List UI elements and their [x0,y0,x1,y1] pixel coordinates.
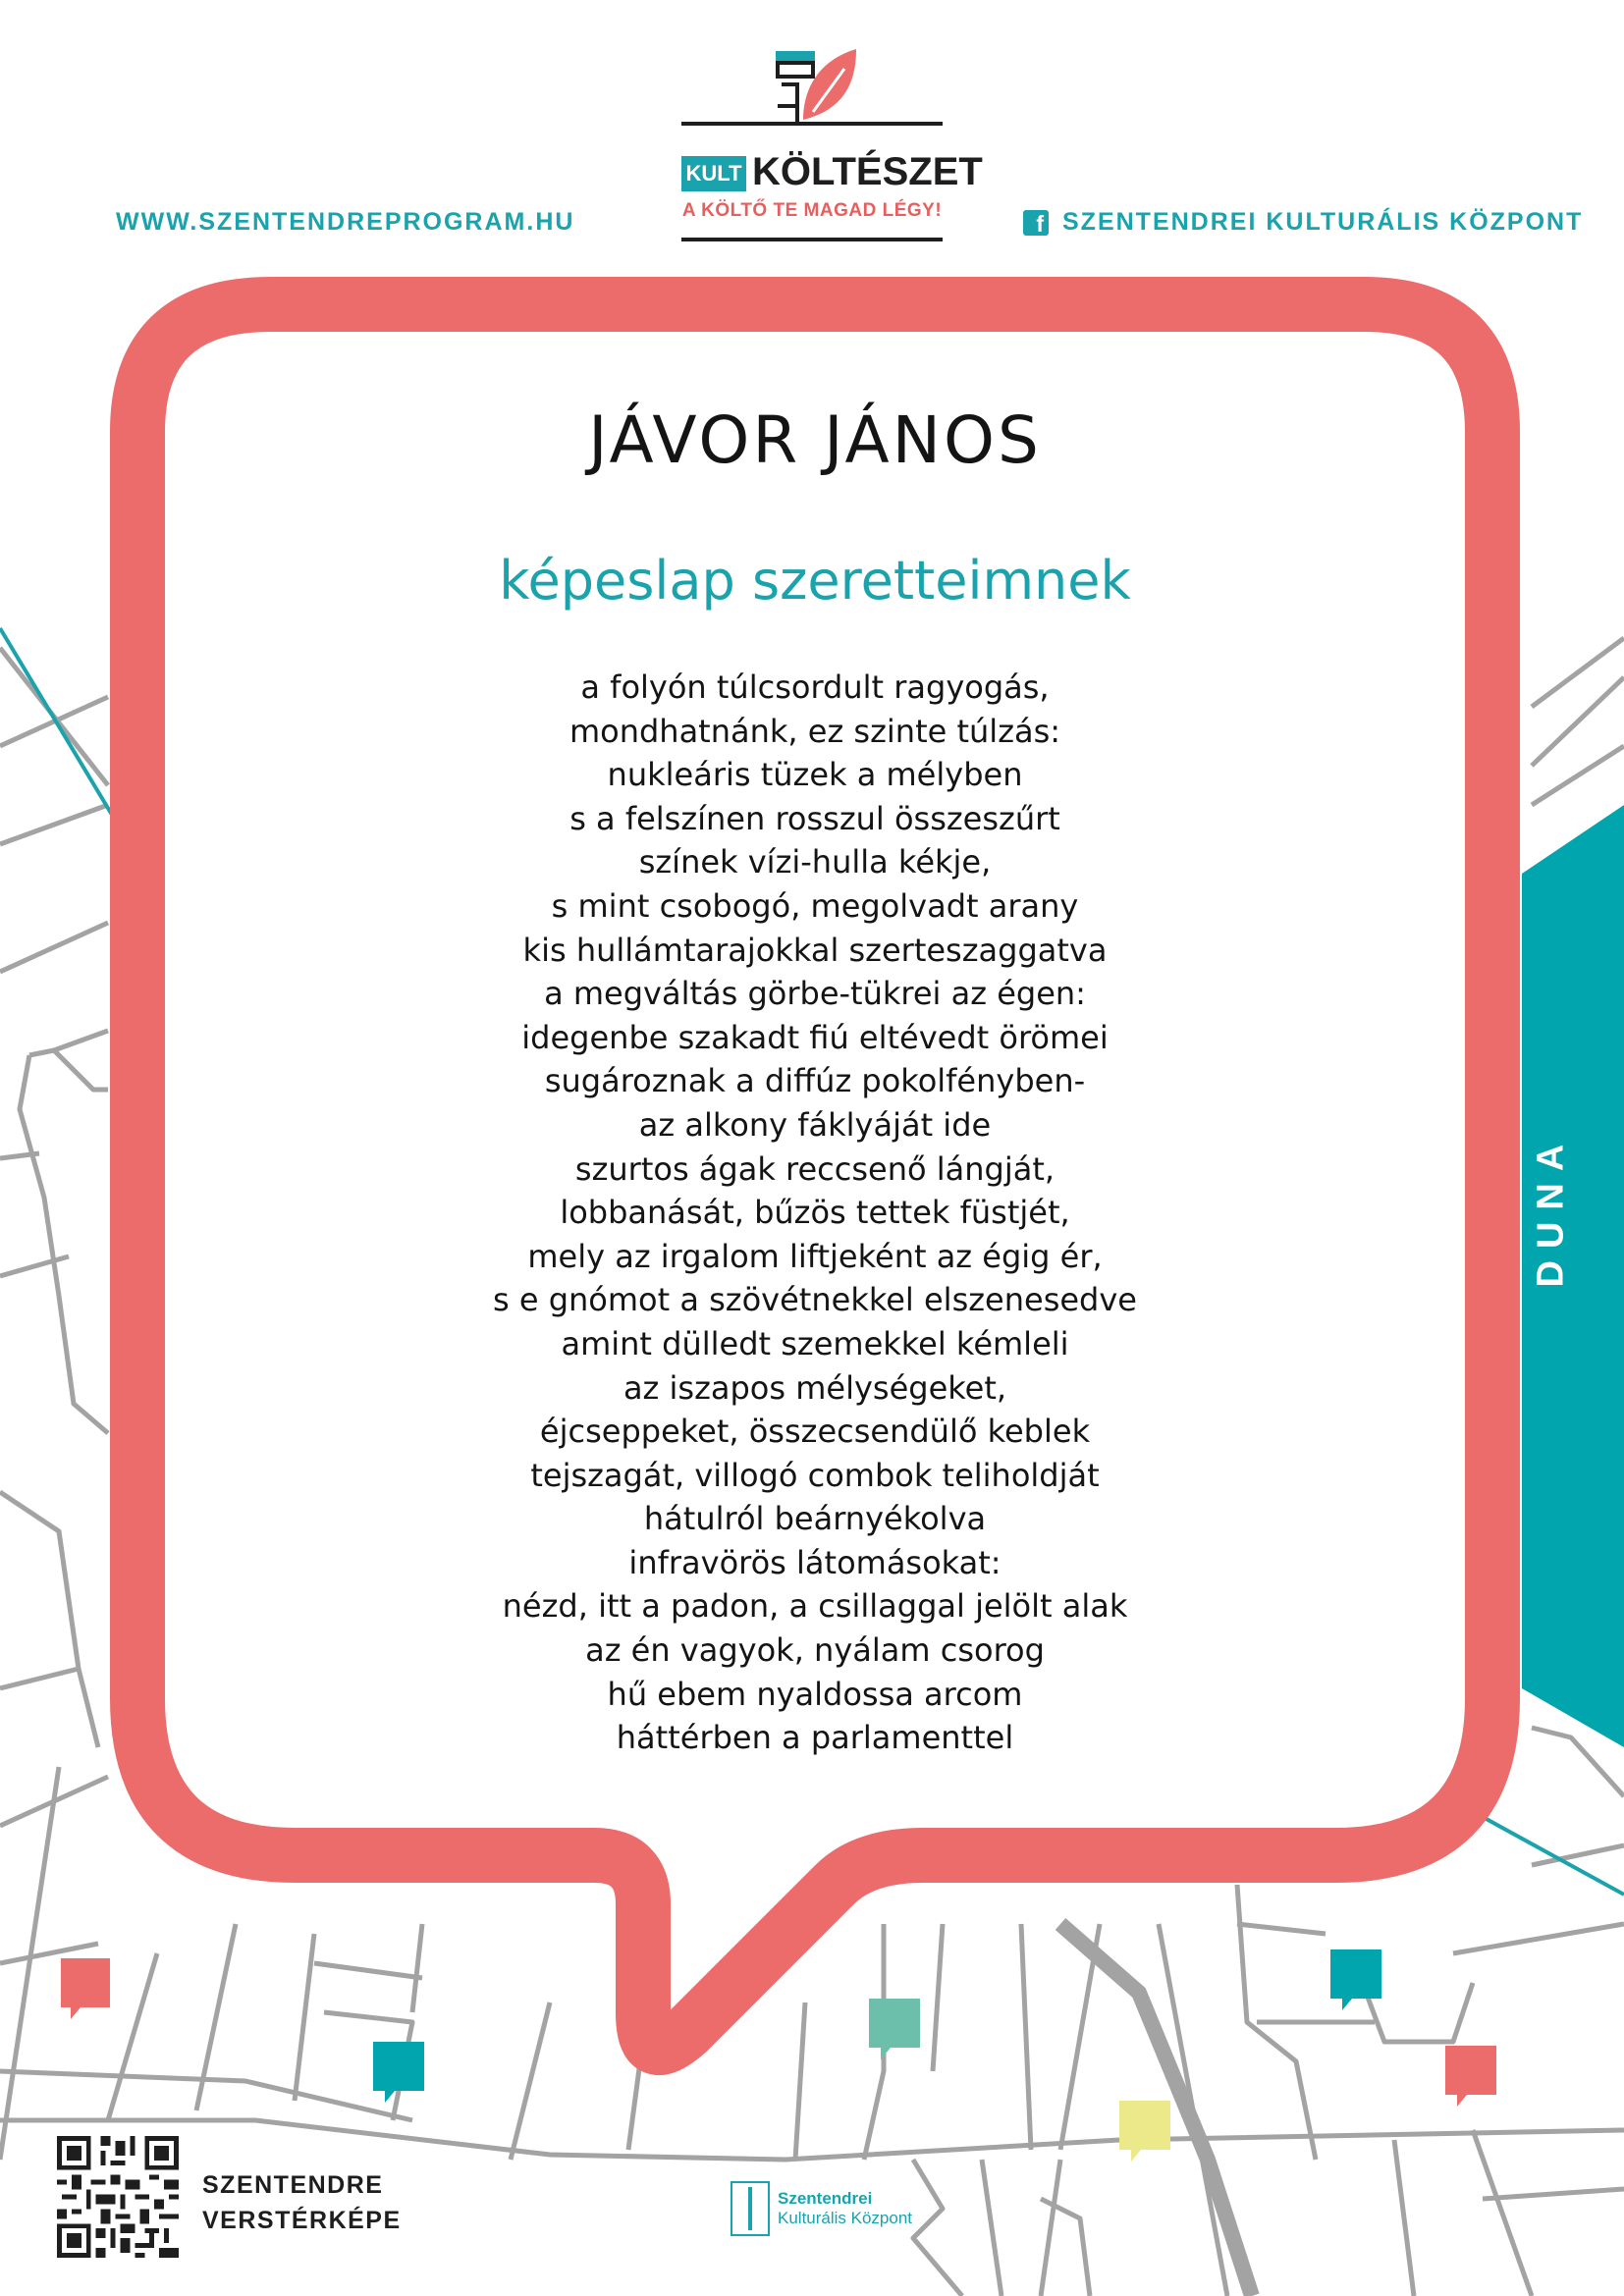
poem-line: a megváltás görbe-tükrei az égen: [544,975,1086,1013]
poem-line: mely az irgalom liftjeként az égig ér, [527,1237,1103,1275]
poem-text [167,666,1463,1760]
poem-line: színek vízi-hulla kékje, [638,843,992,881]
poem-line: lobbanását, bűzös tettek füstjét, [560,1194,1070,1232]
poem-line: hátulról beárnyékolva [643,1500,987,1538]
website-link[interactable]: WWW.SZENTENDREPROGRAM.HU [116,208,575,236]
logo-rule-bottom [681,238,943,241]
footer-title [202,2167,402,2238]
poet-quill-icon [774,45,862,126]
org-name-line-2: Kulturális Központ [778,2209,913,2227]
poem-line: nézd, itt a padon, a csillaggal jelölt alak [502,1587,1128,1626]
poem-line: háttérben a parlamenttel [616,1719,1014,1757]
logo-name: KÖLTÉSZET [752,150,983,193]
poem-line: az alkony fáklyáját ide [638,1105,992,1144]
poem-line: tejszagát, villogó combok teliholdját [530,1456,1100,1494]
poem-line: éjcseppeket, összecsendülő keblek [539,1413,1091,1451]
logo-kult-box: KULT [681,156,746,191]
facebook-link[interactable] [1023,208,1583,237]
poem-line: infravörös látomásokat: [628,1543,1001,1581]
poem-line: sugároznak a diffúz pokolfényben- [544,1062,1086,1100]
org-name-line-1: Szentendrei [778,2189,873,2208]
poem-line: nukleáris tüzek a mélyben [607,756,1023,794]
poem-line: az iszapos mélységeket, [623,1368,1007,1407]
logo-rule-top [681,122,943,126]
logo-slogan: A KÖLTŐ TE MAGAD LÉGY! [681,200,943,221]
poem-line: szurtos ágak reccsenő lángját, [574,1149,1056,1188]
poem-line: s a felszínen rosszul összeszűrt [569,799,1060,837]
poem-line: kis hullámtarajokkal szerteszaggatva [522,931,1108,969]
footer-line-1: SZENTENDRE [202,2171,384,2199]
facebook-label: SZENTENDREI KULTURÁLIS KÖZPONT [1062,208,1584,236]
poem-line: idegenbe szakadt fiú eltévedt örömei [521,1018,1109,1056]
szentendrei-kulturalis-kozpont-logo [731,2181,913,2236]
poem-title: képeslap szeretteimnek [499,550,1131,612]
poem-line: mondhatnánk, ez szinte túlzás: [568,712,1061,750]
facebook-icon: f [1023,210,1049,236]
river-label: DUNA [1530,1132,1572,1288]
szk-logo-mark-icon [731,2181,770,2236]
poem-line: a folyón túlcsordult ragyogás, [580,668,1050,706]
marker-icons [61,1949,1496,2162]
poem-line: s e gnómot a szövétnekkel elszenesedve [493,1281,1137,1319]
poem-line: hű ebem nyaldossa arcom [607,1675,1023,1713]
poem-line: s mint csobogó, megolvadt arany [551,886,1079,925]
kult-kolteszet-logo [681,45,983,247]
footer-line-2: VERSTÉRKÉPE [202,2207,402,2234]
poem-line: az én vagyok, nyálam csorog [585,1631,1045,1670]
poem-author: JÁVOR JÁNOS [588,402,1042,478]
poem-line: amint dülledt szemekkel kémleli [561,1324,1069,1362]
qr-code-icon[interactable] [57,2136,179,2258]
